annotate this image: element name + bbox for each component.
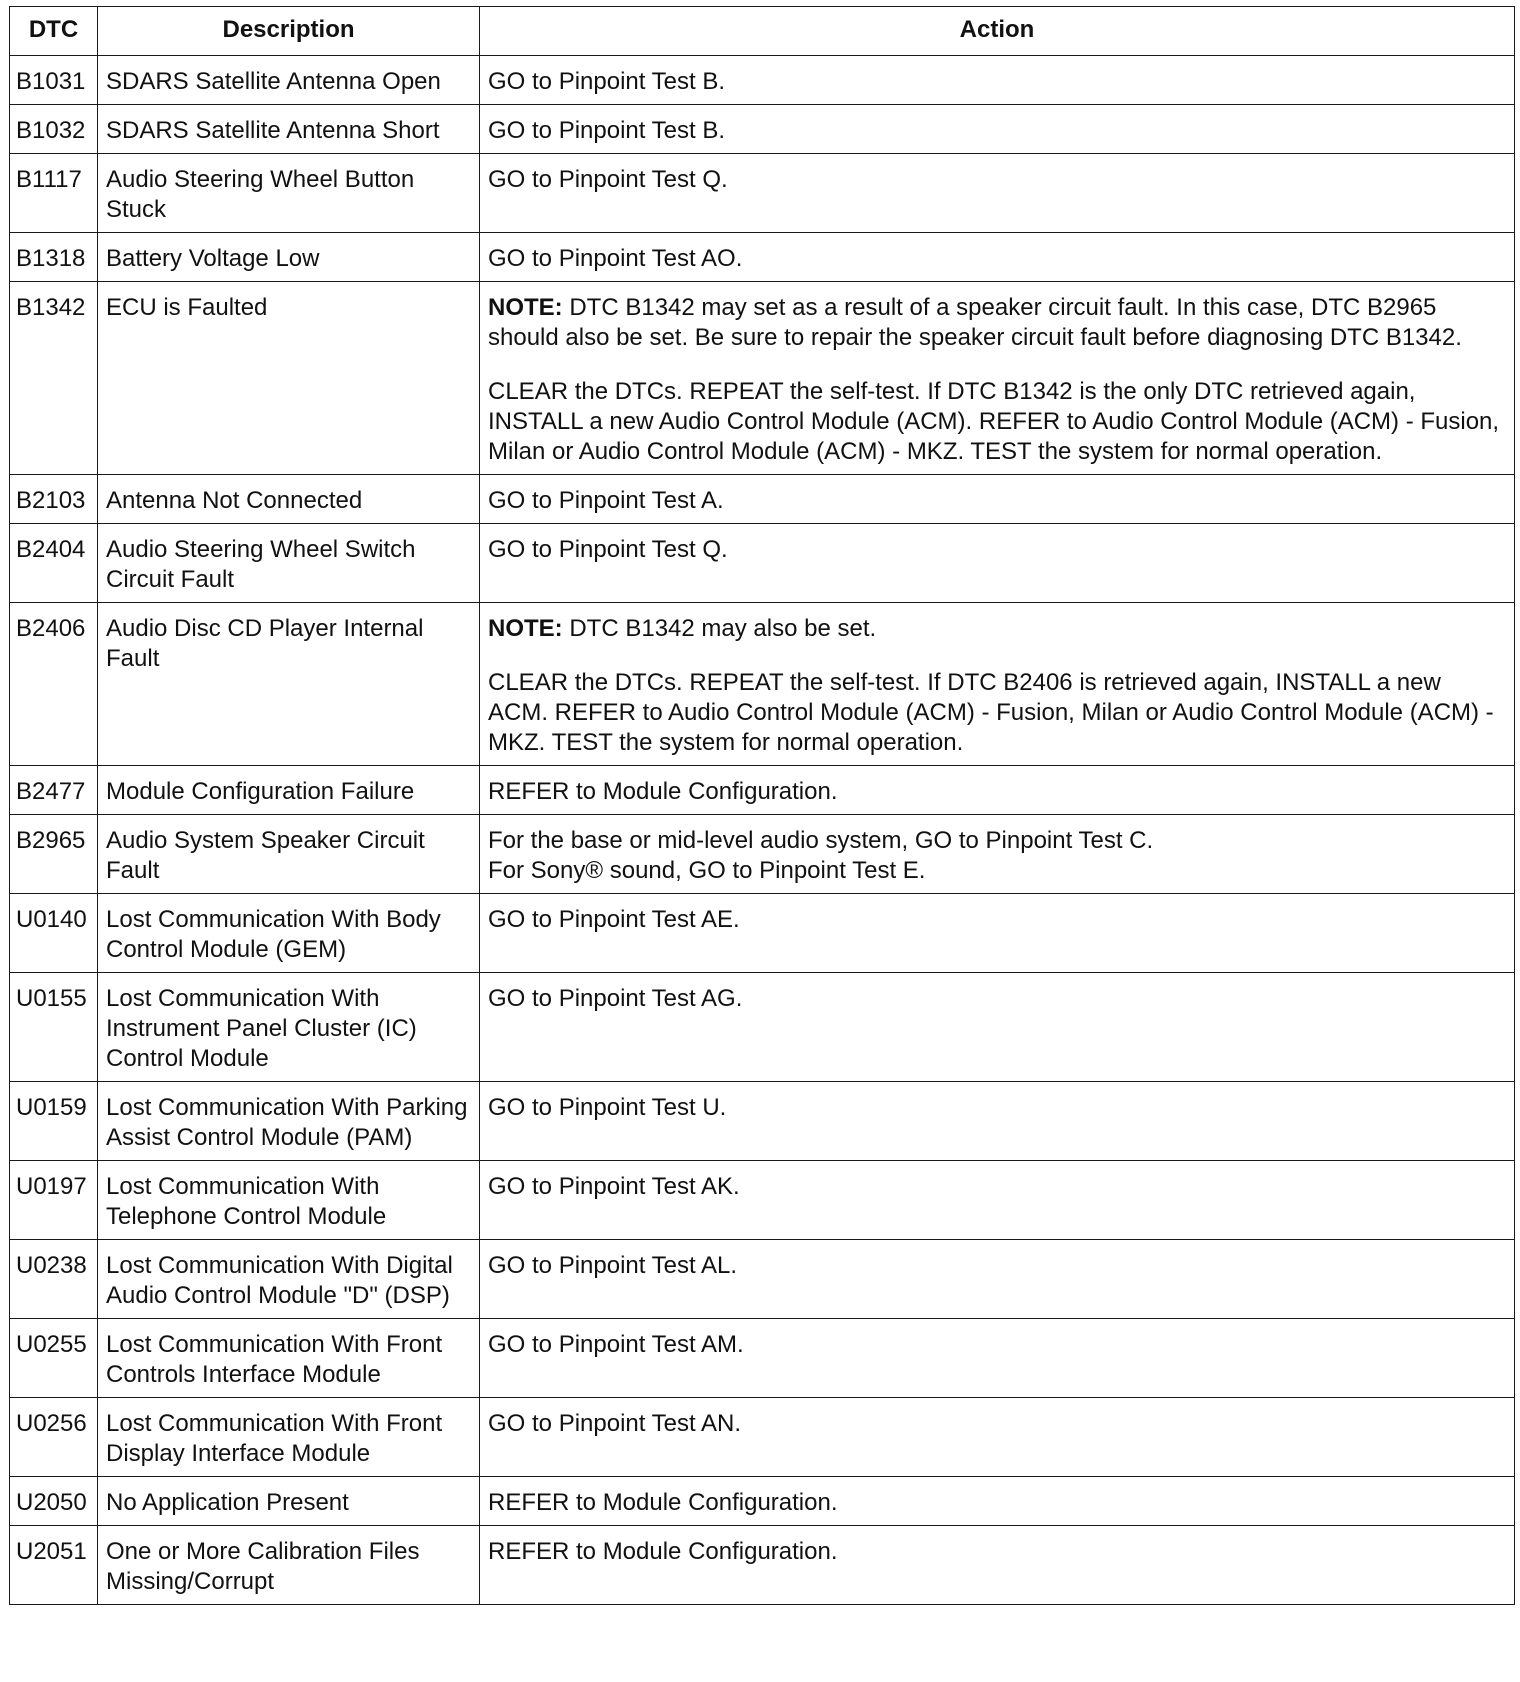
action-text: GO to Pinpoint Test AN. bbox=[488, 1410, 742, 1437]
dtc-code-cell: U0155 bbox=[10, 973, 98, 1082]
note-label: NOTE: bbox=[488, 615, 563, 642]
table-row bbox=[10, 1477, 1515, 1526]
description-cell: Lost Communication With Digital Audio Control Module "D" (DSP) bbox=[98, 1240, 480, 1319]
action-cell bbox=[480, 815, 1515, 894]
dtc-code-cell: B1342 bbox=[10, 282, 98, 475]
description-cell: SDARS Satellite Antenna Open bbox=[98, 56, 480, 105]
table-row bbox=[10, 282, 1515, 475]
dtc-code-cell: B1031 bbox=[10, 56, 98, 105]
dtc-table bbox=[9, 6, 1515, 1605]
table-header-row bbox=[10, 7, 1515, 56]
action-cell bbox=[480, 1477, 1515, 1526]
note-text: DTC B1342 may set as a result of a speaker circuit fault. In this case, DTC B2965 should also be set. Be sure to repair the speaker circuit fault before diagnosing DTC B1342. bbox=[488, 294, 1462, 351]
description-cell: One or More Calibration Files Missing/Corrupt bbox=[98, 1526, 480, 1605]
dtc-code-cell: U0238 bbox=[10, 1240, 98, 1319]
table-row bbox=[10, 815, 1515, 894]
description-cell: Lost Communication With Parking Assist Control Module (PAM) bbox=[98, 1082, 480, 1161]
dtc-code-cell: B2965 bbox=[10, 815, 98, 894]
action-cell bbox=[480, 56, 1515, 105]
dtc-code-cell: B1318 bbox=[10, 233, 98, 282]
note-paragraph bbox=[488, 614, 1506, 644]
action-text: GO to Pinpoint Test B. bbox=[488, 68, 726, 95]
description-cell: Module Configuration Failure bbox=[98, 766, 480, 815]
description-cell: Lost Communication With Body Control Module (GEM) bbox=[98, 894, 480, 973]
table-row bbox=[10, 475, 1515, 524]
action-cell bbox=[480, 154, 1515, 233]
dtc-code-cell: B2406 bbox=[10, 603, 98, 766]
description-cell: Lost Communication With Front Controls Interface Module bbox=[98, 1319, 480, 1398]
description-cell: Lost Communication With Telephone Control Module bbox=[98, 1161, 480, 1240]
description-cell: Audio Steering Wheel Switch Circuit Fault bbox=[98, 524, 480, 603]
description-cell: Battery Voltage Low bbox=[98, 233, 480, 282]
dtc-code-cell: U0256 bbox=[10, 1398, 98, 1477]
description-cell: Antenna Not Connected bbox=[98, 475, 480, 524]
action-cell bbox=[480, 603, 1515, 766]
description-cell: ECU is Faulted bbox=[98, 282, 480, 475]
table-row bbox=[10, 766, 1515, 815]
action-text: GO to Pinpoint Test AM. bbox=[488, 1331, 744, 1358]
dtc-code-cell: B2404 bbox=[10, 524, 98, 603]
description-cell: No Application Present bbox=[98, 1477, 480, 1526]
dtc-code-cell: B1117 bbox=[10, 154, 98, 233]
description-cell: Lost Communication With Instrument Panel Cluster (IC) Control Module bbox=[98, 973, 480, 1082]
action-text: GO to Pinpoint Test AE. bbox=[488, 906, 740, 933]
dtc-code-cell: U2050 bbox=[10, 1477, 98, 1526]
dtc-code-cell: B2477 bbox=[10, 766, 98, 815]
dtc-code-cell: B2103 bbox=[10, 475, 98, 524]
action-cell bbox=[480, 894, 1515, 973]
table-row bbox=[10, 603, 1515, 766]
header-description: Description bbox=[98, 7, 480, 56]
table-row bbox=[10, 105, 1515, 154]
dtc-code-cell: U0140 bbox=[10, 894, 98, 973]
header-action: Action bbox=[480, 7, 1515, 56]
action-text bbox=[488, 826, 1506, 886]
table-row bbox=[10, 1526, 1515, 1605]
note-text: DTC B1342 may also be set. bbox=[569, 615, 877, 642]
action-text: CLEAR the DTCs. REPEAT the self-test. If DTC B2406 is retrieved again, INSTALL a new ACM. REFER to Audio Control Module (ACM) - Fusion, Milan or Audio Control Module (ACM) - MKZ. TEST the system for normal operation. bbox=[488, 669, 1494, 756]
action-text: REFER to Module Configuration. bbox=[488, 1538, 838, 1565]
note-paragraph bbox=[488, 293, 1506, 353]
table-row bbox=[10, 233, 1515, 282]
table-row bbox=[10, 894, 1515, 973]
action-text: GO to Pinpoint Test A. bbox=[488, 487, 724, 514]
action-cell bbox=[480, 1161, 1515, 1240]
table-row bbox=[10, 1161, 1515, 1240]
action-cell bbox=[480, 475, 1515, 524]
action-cell bbox=[480, 1526, 1515, 1605]
note-label: NOTE: bbox=[488, 294, 563, 321]
table-row bbox=[10, 1319, 1515, 1398]
action-text: GO to Pinpoint Test AG. bbox=[488, 985, 743, 1012]
description-cell: Audio Steering Wheel Button Stuck bbox=[98, 154, 480, 233]
table-row bbox=[10, 154, 1515, 233]
action-text: GO to Pinpoint Test B. bbox=[488, 117, 726, 144]
table-row bbox=[10, 1398, 1515, 1477]
header-dtc: DTC bbox=[10, 7, 98, 56]
action-line: For Sony® sound, GO to Pinpoint Test E. bbox=[488, 857, 926, 884]
action-line: For the base or mid-level audio system, GO to Pinpoint Test C. bbox=[488, 827, 1154, 854]
action-text: REFER to Module Configuration. bbox=[488, 778, 838, 805]
description-cell: Lost Communication With Front Display Interface Module bbox=[98, 1398, 480, 1477]
action-cell bbox=[480, 973, 1515, 1082]
action-cell bbox=[480, 524, 1515, 603]
action-cell bbox=[480, 233, 1515, 282]
action-cell bbox=[480, 1319, 1515, 1398]
table-row bbox=[10, 524, 1515, 603]
table-row bbox=[10, 56, 1515, 105]
action-text: GO to Pinpoint Test AO. bbox=[488, 245, 743, 272]
action-text: GO to Pinpoint Test Q. bbox=[488, 166, 728, 193]
action-cell bbox=[480, 1082, 1515, 1161]
dtc-code-cell: U0255 bbox=[10, 1319, 98, 1398]
dtc-code-cell: B1032 bbox=[10, 105, 98, 154]
description-cell: Audio Disc CD Player Internal Fault bbox=[98, 603, 480, 766]
action-text: REFER to Module Configuration. bbox=[488, 1489, 838, 1516]
table-row bbox=[10, 1082, 1515, 1161]
action-cell bbox=[480, 1398, 1515, 1477]
action-text: GO to Pinpoint Test U. bbox=[488, 1094, 727, 1121]
action-text: GO to Pinpoint Test Q. bbox=[488, 536, 728, 563]
action-text: GO to Pinpoint Test AL. bbox=[488, 1252, 738, 1279]
description-cell: SDARS Satellite Antenna Short bbox=[98, 105, 480, 154]
dtc-code-cell: U0197 bbox=[10, 1161, 98, 1240]
action-cell bbox=[480, 766, 1515, 815]
action-text: CLEAR the DTCs. REPEAT the self-test. If DTC B1342 is the only DTC retrieved again, INSTALL a new Audio Control Module (ACM). REFER to Audio Control Module (ACM) - Fusion, Milan or Audio Control Module (ACM) - MKZ. TEST the system for normal operation. bbox=[488, 378, 1500, 465]
action-text: GO to Pinpoint Test AK. bbox=[488, 1173, 740, 1200]
table-row bbox=[10, 1240, 1515, 1319]
dtc-code-cell: U2051 bbox=[10, 1526, 98, 1605]
table-row bbox=[10, 973, 1515, 1082]
description-cell: Audio System Speaker Circuit Fault bbox=[98, 815, 480, 894]
dtc-code-cell: U0159 bbox=[10, 1082, 98, 1161]
action-cell bbox=[480, 1240, 1515, 1319]
action-cell bbox=[480, 105, 1515, 154]
table-body bbox=[10, 56, 1515, 1605]
action-cell bbox=[480, 282, 1515, 475]
